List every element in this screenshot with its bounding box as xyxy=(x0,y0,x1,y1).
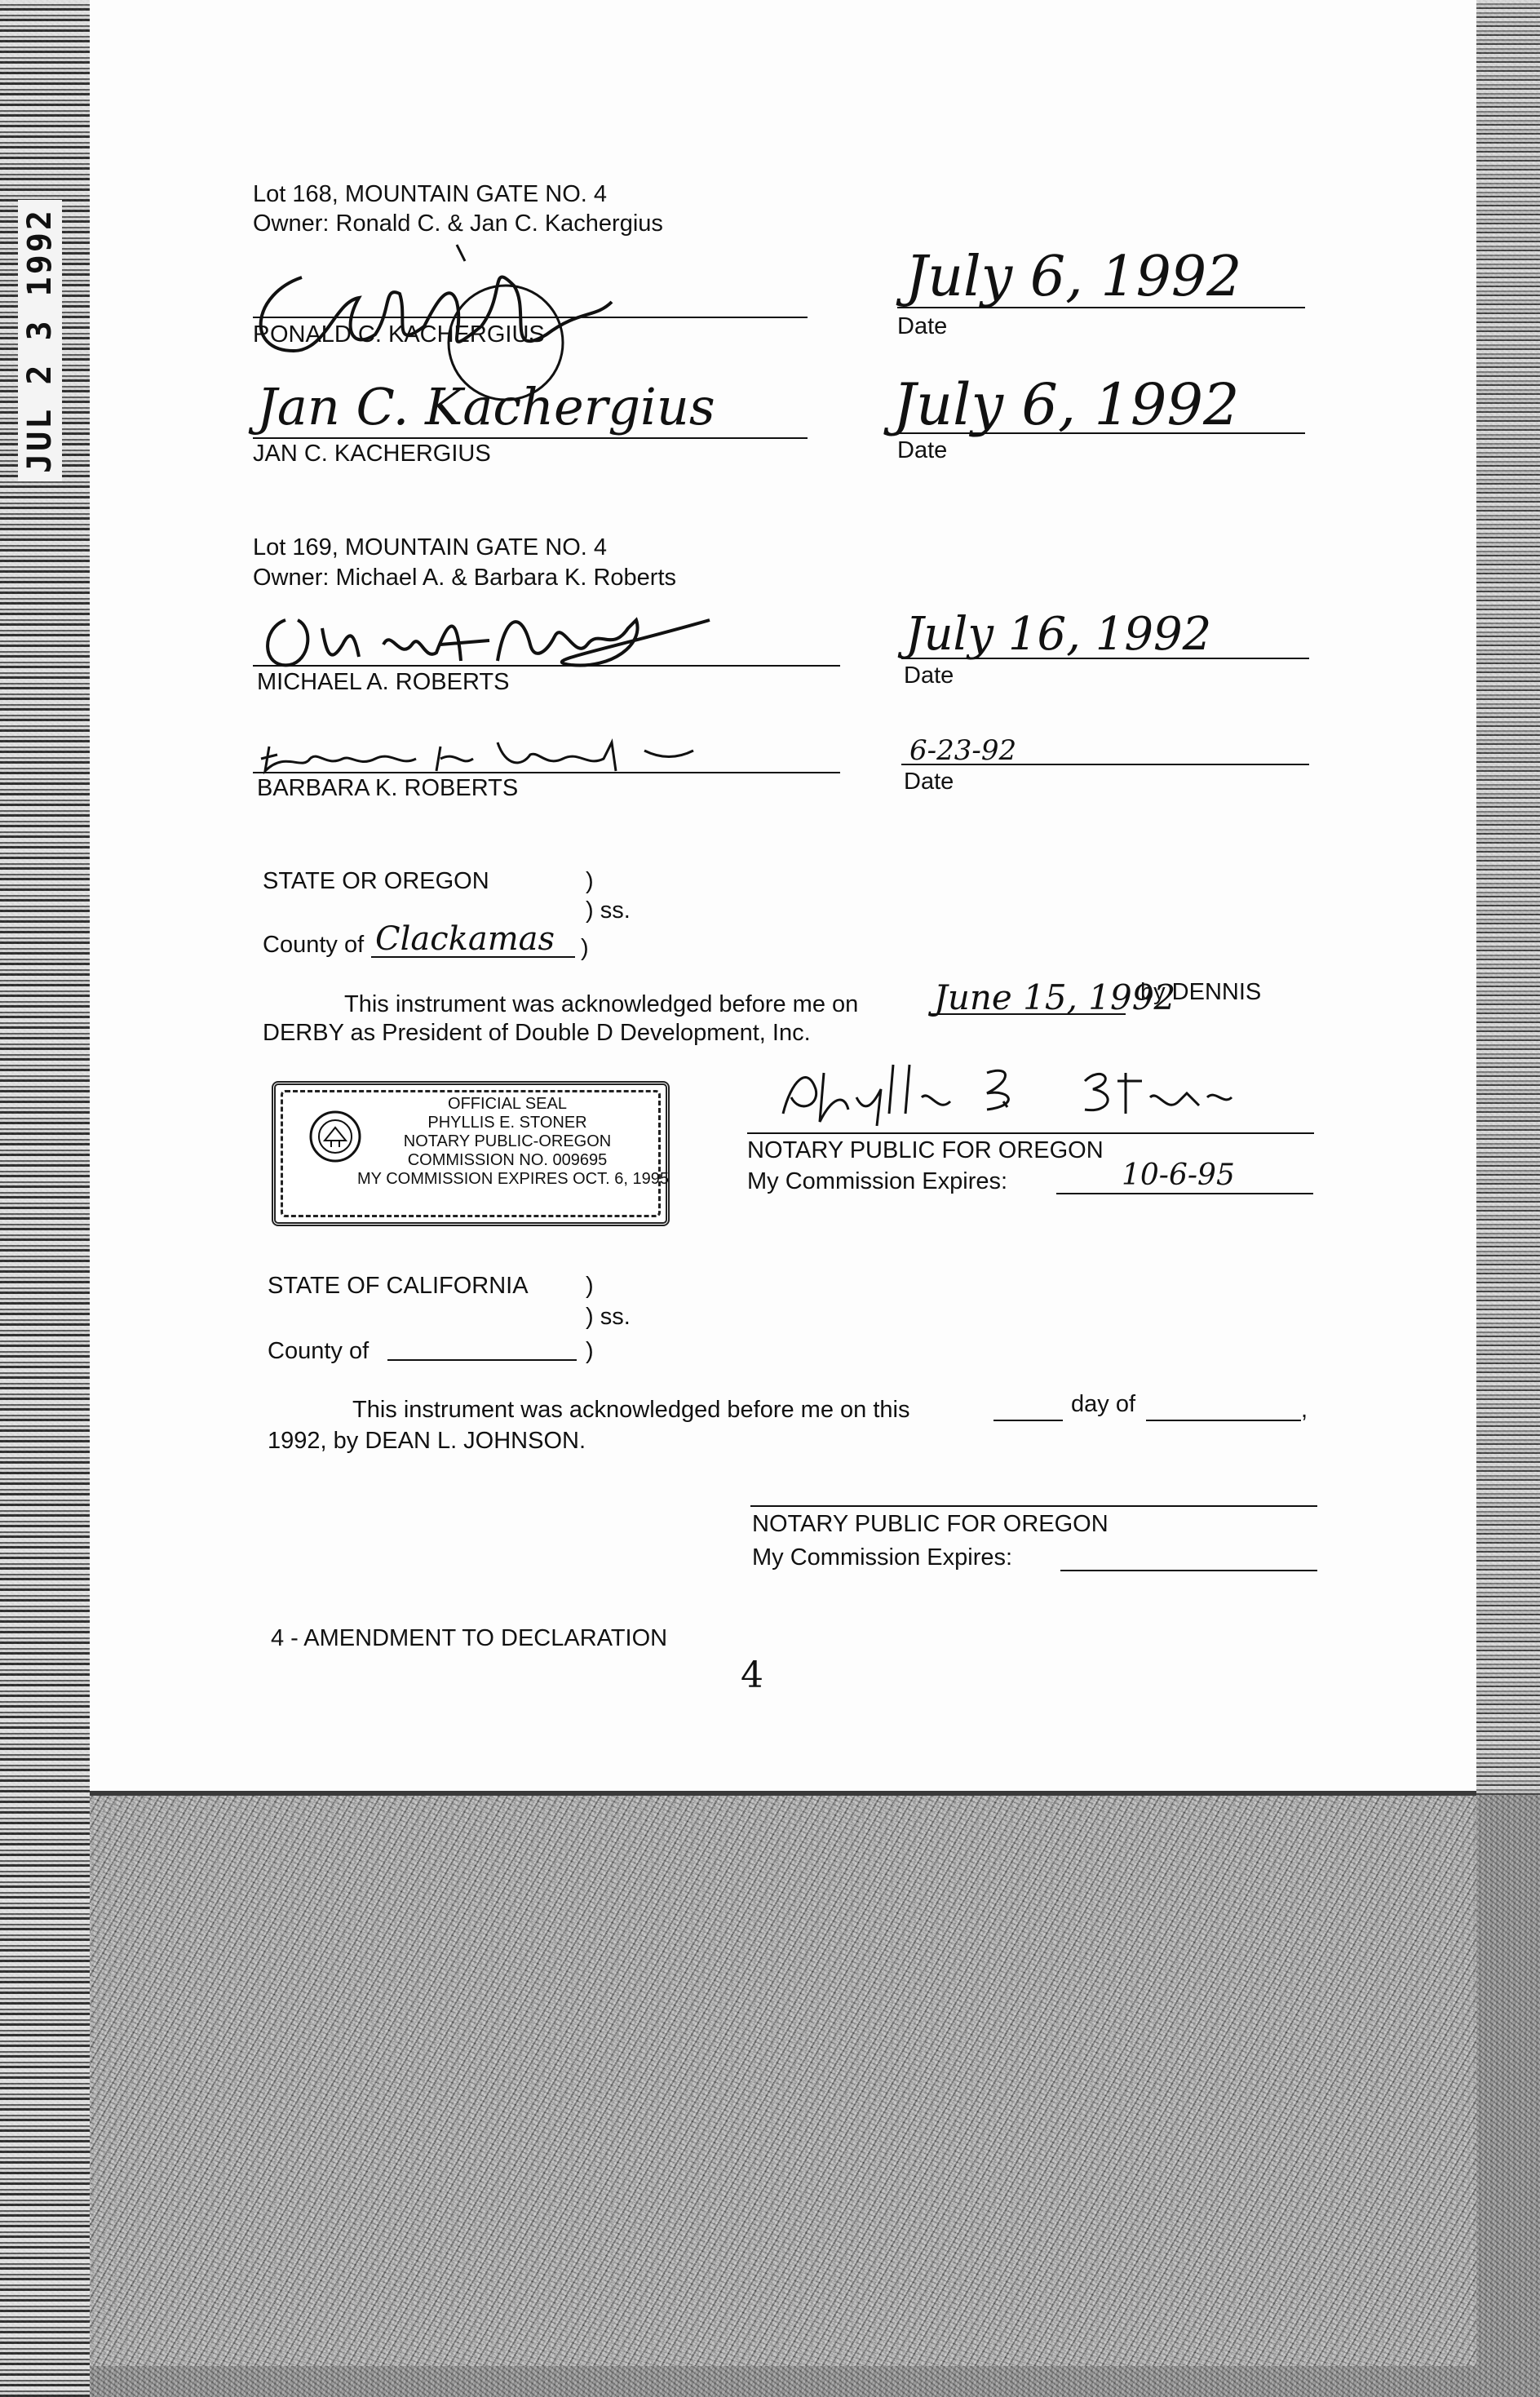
barbara-name: BARBARA K. ROBERTS xyxy=(257,775,519,801)
california-county-close: ) xyxy=(586,1338,594,1364)
california-ack-text-a: This instrument was acknowledged before me on this xyxy=(352,1397,910,1423)
ronald-date-label: Date xyxy=(897,313,948,339)
oregon-paren-1: ) xyxy=(586,868,594,894)
barbara-date-line xyxy=(901,764,1309,765)
oregon-ack-text-2: DERBY as President of Double D Development, Inc. xyxy=(263,1020,811,1046)
california-commission-line xyxy=(1060,1570,1317,1571)
barbara-signature-line xyxy=(253,772,840,773)
jan-name: JAN C. KACHERGIUS xyxy=(253,441,491,467)
oregon-ack-text-a: This instrument was acknowledged before me on xyxy=(344,991,859,1017)
jan-date-value: July 6, 1992 xyxy=(893,371,1240,438)
michael-date-value: July 16, 1992 xyxy=(905,608,1212,661)
barbara-date-label: Date xyxy=(904,769,954,795)
california-county-line xyxy=(387,1359,577,1361)
oregon-commission-label: My Commission Expires: xyxy=(747,1168,1008,1194)
michael-date-label: Date xyxy=(904,662,954,689)
california-day-line xyxy=(993,1420,1063,1421)
california-notary-title: NOTARY PUBLIC FOR OREGON xyxy=(752,1511,1109,1537)
oregon-ack-text-b: by DENNIS xyxy=(1140,979,1262,1005)
michael-date-line xyxy=(901,658,1309,659)
michael-name: MICHAEL A. ROBERTS xyxy=(257,669,510,695)
page-number: 4 xyxy=(741,1655,763,1696)
oregon-state: STATE OR OREGON xyxy=(263,868,489,894)
oregon-county-value: Clackamas xyxy=(375,920,555,958)
california-ack-text-b: day of xyxy=(1071,1391,1135,1417)
state-seal-icon xyxy=(308,1110,362,1163)
california-state: STATE OF CALIFORNIA xyxy=(268,1273,529,1299)
scan-right-edge xyxy=(1467,0,1540,1795)
california-notary-line xyxy=(750,1505,1317,1507)
seal-line-2: PHYLLIS E. STONER xyxy=(427,1114,587,1132)
seal-line-4: COMMISSION NO. 009695 xyxy=(407,1151,608,1169)
scan-noise-area xyxy=(90,1795,1476,2366)
california-month-line xyxy=(1146,1420,1301,1421)
california-ss: ) ss. xyxy=(586,1304,631,1330)
jan-date-line xyxy=(897,432,1305,434)
california-ack-comma: , xyxy=(1301,1397,1308,1423)
seal-line-3: NOTARY PUBLIC-OREGON xyxy=(403,1132,612,1150)
ronald-date-value: July 6, 1992 xyxy=(905,245,1242,309)
lot169-heading: Lot 169, MOUNTAIN GATE NO. 4 xyxy=(253,534,608,560)
oregon-ack-date-line xyxy=(930,1013,1126,1015)
ronald-name: RONALD C. KACHERGIUS xyxy=(253,321,545,348)
oregon-ack-date: June 15, 1992 xyxy=(934,977,1176,1017)
seal-line-1: OFFICIAL SEAL xyxy=(448,1095,567,1113)
seal-line-5: MY COMMISSION EXPIRES OCT. 6, 1995 xyxy=(357,1170,669,1188)
notary-oregon-signature xyxy=(742,1057,1264,1130)
jan-date-label: Date xyxy=(897,437,948,463)
seal-text xyxy=(357,1095,669,1189)
oregon-ss: ) ss. xyxy=(586,897,631,924)
oregon-notary-line xyxy=(747,1132,1314,1134)
oregon-commission-line xyxy=(1056,1193,1313,1194)
received-date-stamp: JUL 2 3 1992 xyxy=(18,200,62,481)
oregon-notary-title: NOTARY PUBLIC FOR OREGON xyxy=(747,1137,1104,1163)
ronald-signature-line xyxy=(253,317,808,318)
document-page xyxy=(90,0,1476,1791)
california-commission-label: My Commission Expires: xyxy=(752,1544,1013,1571)
california-county-label: County of xyxy=(268,1338,370,1364)
oregon-county-line xyxy=(371,956,575,958)
oregon-county-label: County of xyxy=(263,932,365,958)
footer-title: 4 - AMENDMENT TO DECLARATION xyxy=(271,1625,668,1651)
california-ack-text-2: 1992, by DEAN L. JOHNSON. xyxy=(268,1428,586,1454)
michael-signature-line xyxy=(253,665,840,667)
oregon-county-close: ) xyxy=(581,935,589,961)
jan-signature: Jan C. Kachergius xyxy=(257,377,715,436)
oregon-commission-value: 10-6-95 xyxy=(1122,1159,1235,1192)
official-notary-seal xyxy=(272,1081,670,1226)
lot168-heading: Lot 168, MOUNTAIN GATE NO. 4 xyxy=(253,181,608,207)
lot168-owner: Owner: Ronald C. & Jan C. Kachergius xyxy=(253,210,663,237)
california-paren-1: ) xyxy=(586,1273,594,1299)
barbara-date-value: 6-23-92 xyxy=(909,734,1017,767)
lot169-owner: Owner: Michael A. & Barbara K. Roberts xyxy=(253,565,676,591)
jan-signature-line xyxy=(253,437,808,439)
ronald-date-line xyxy=(897,307,1305,308)
